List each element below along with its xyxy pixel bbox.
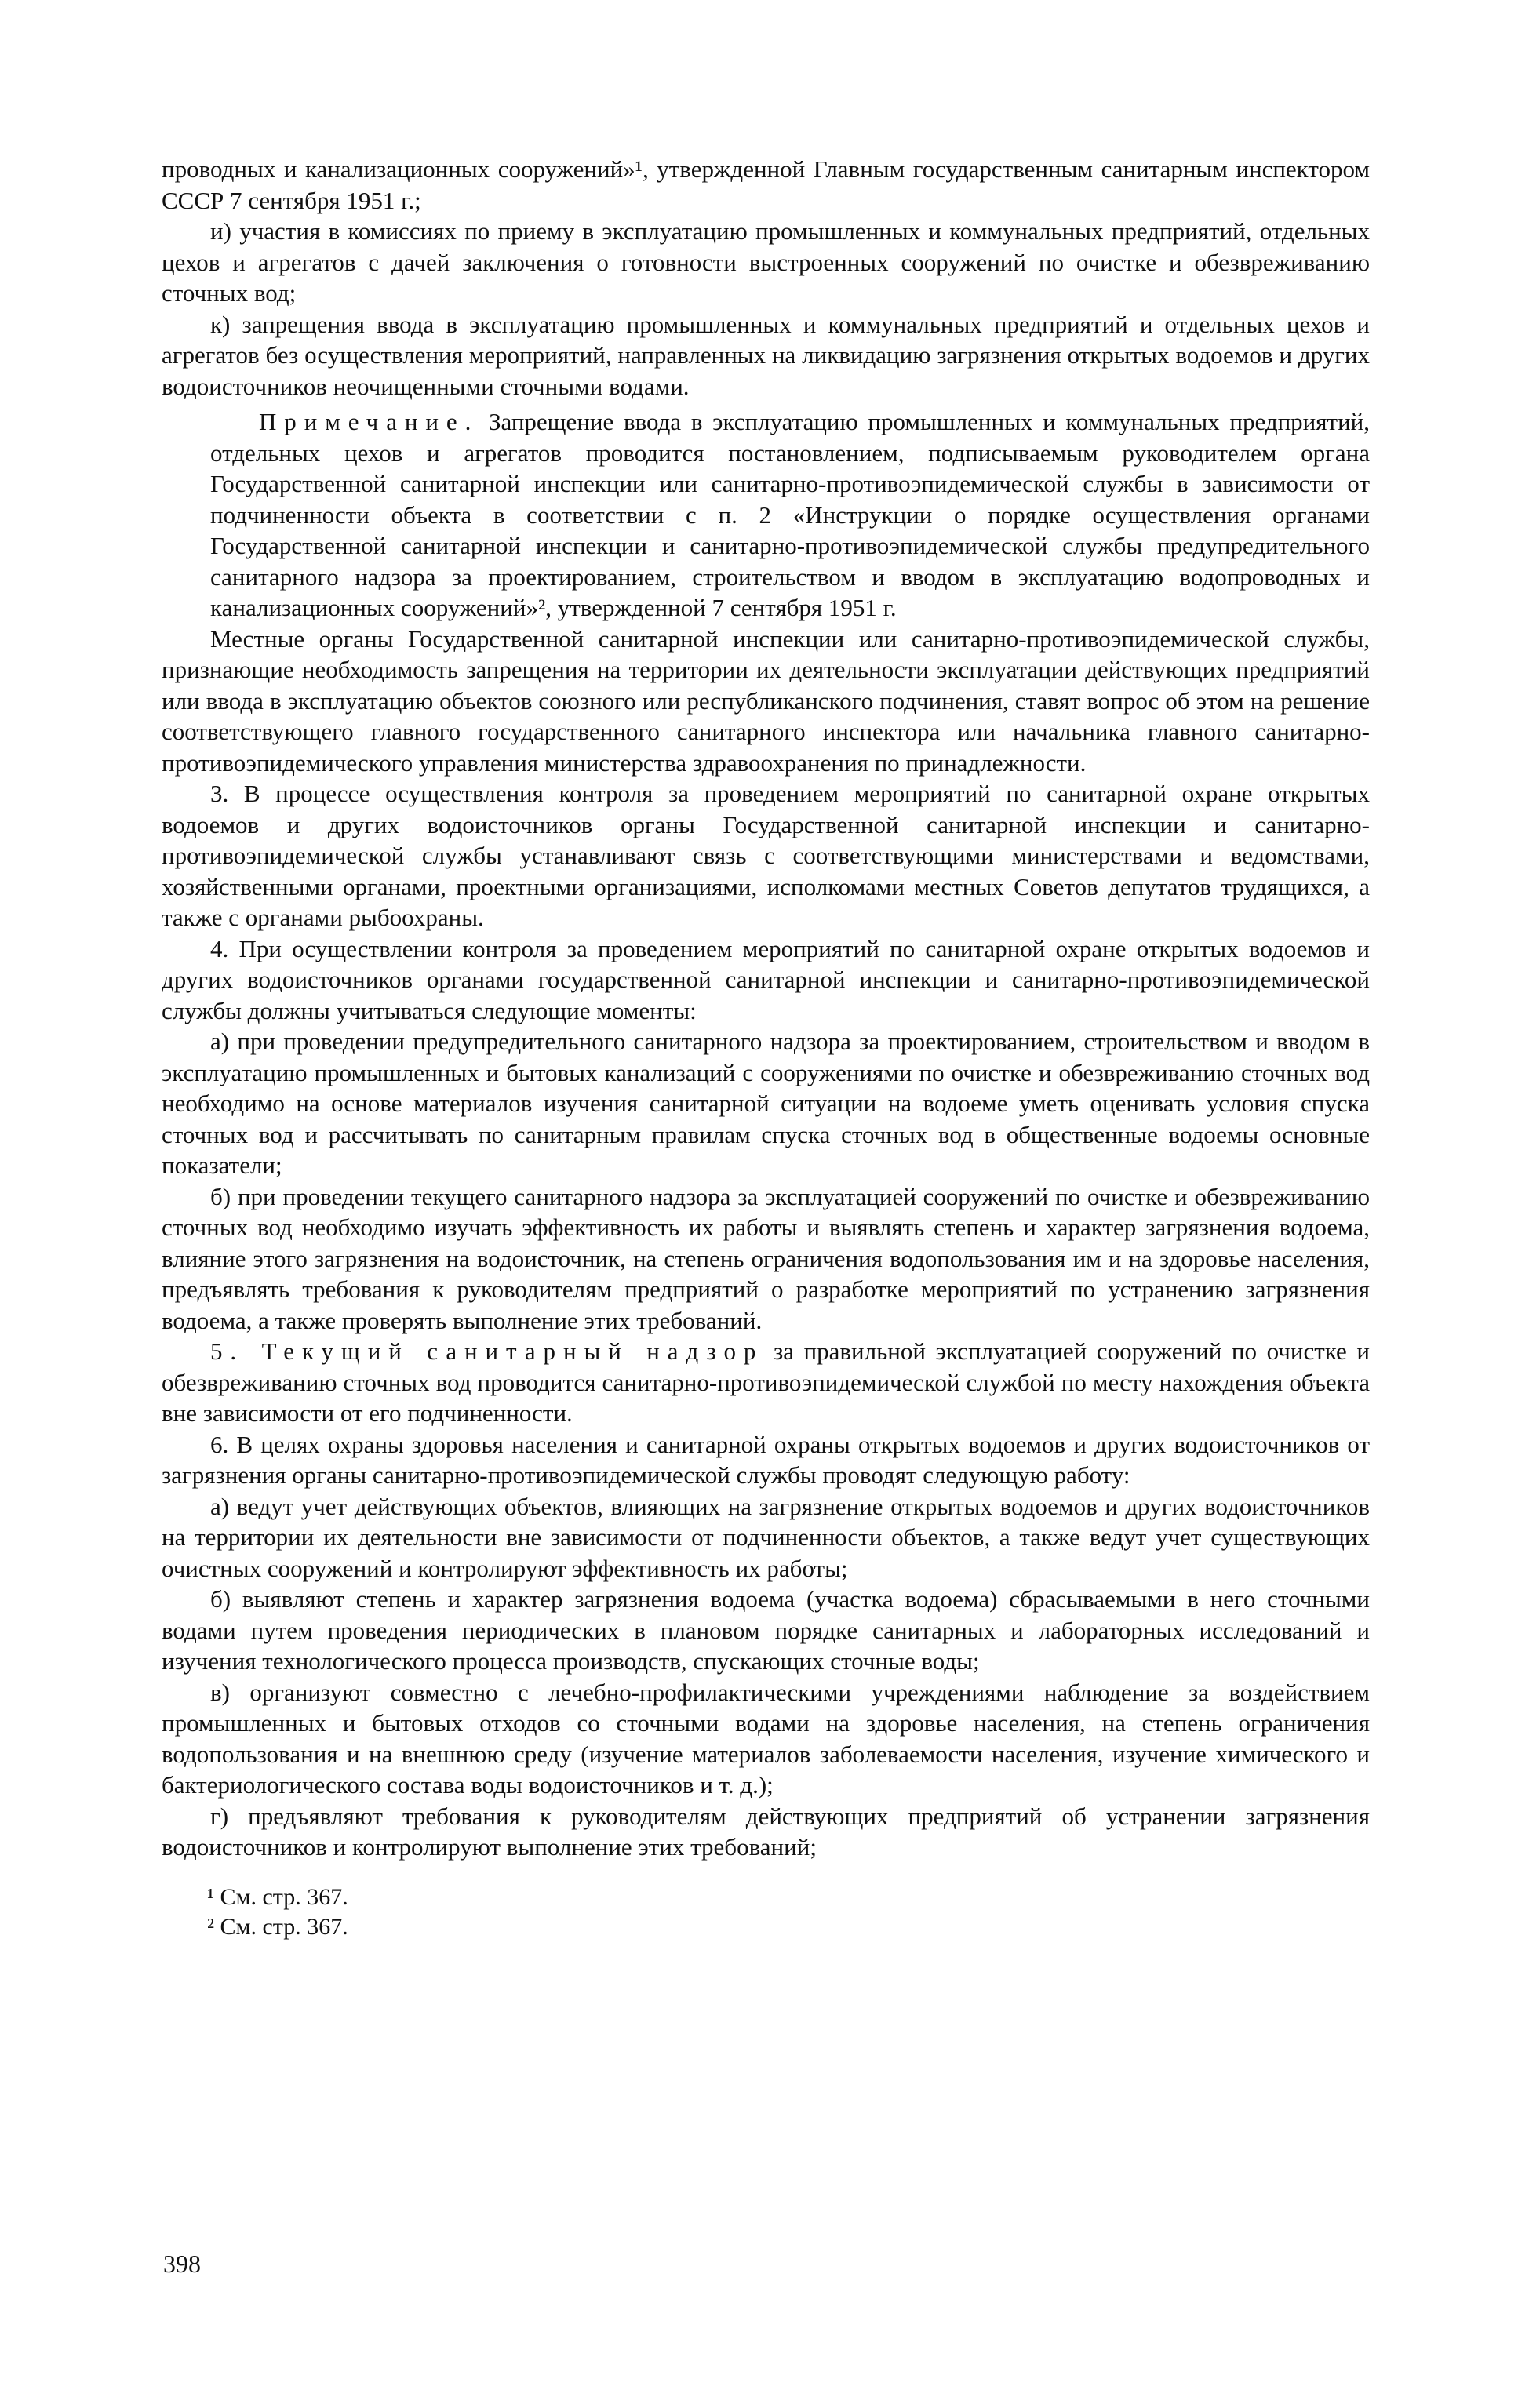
paragraph-6b: б) выявляют степень и характер загрязнения водоема (участка водоема) сбрасываемыми в него сточными водами путем проведения периодических в плановом порядке санитарных и лабораторных исследований и изучения технологического процесса производств, спускающих сточные воды;: [162, 1585, 1370, 1675]
paragraph-6g: г) предъявляют требования к руководителям действующих предприятий об устранении загрязнения водоисточников и контролируют выполнение этих требований;: [162, 1802, 1370, 1861]
paragraph-4b: б) при проведении текущего санитарного надзора за эксплуатацией сооружений по очистке и обезвреживанию сточных вод необходимо изучать эффективность их работы и выявлять степень и характер загрязнения водоема, влияние этого загрязнения на водоисточник, на степень ограничения водопользования им и на здоровье населения, предъявлять требования к руководителям предприятий о разработке мероприятий по устранению загрязнения водоема, а также проверять выполнение этих требований.: [162, 1182, 1370, 1334]
paragraph-local-organs: Местные органы Государственной санитарной инспекции или санитарно-противоэпидемической службы, признающие необходимость запрещения на территории их деятельности эксплуатации действующих предприятий или ввода в эксплуатацию объектов союзного или республиканского подчинения, ставят вопрос об этом на решение соответствующего главного государственного санитарного инспектора или начальника главного санитарно-противоэпидемического управления министерства здравоохранения по принадлежности.: [162, 624, 1370, 777]
paragraph-item-k: к) запрещения ввода в эксплуатацию промышленных и коммунальных предприятий и отдельных цехов и агрегатов без осуществления мероприятий, направленных на ликвидацию загрязнения открытых водоемов и других водоисточников неочищенными сточными водами.: [162, 310, 1370, 400]
paragraph-continuation: проводных и канализационных сооружений»¹, утвержденной Главным государственным санитарным инспектором СССР 7 сентября 1951 г.;: [162, 155, 1370, 214]
footnotes: [162, 1879, 1370, 1942]
footnote-1: ¹ См. стр. 367.: [207, 1883, 348, 1910]
paragraph-4a: а) при проведении предупредительного санитарного надзора за проектированием, строительством и вводом в эксплуатацию промышленных и бытовых канализаций с сооружениями по очистке и обезвреживанию сточных вод необходимо на основе материалов изучения санитарной ситуации на водоеме уметь оценивать условия спуска сточных вод и рассчитывать по санитарным правилам спуска сточных вод в общественные водоемы основные показатели;: [162, 1028, 1370, 1179]
paragraph-5: [162, 1336, 1370, 1429]
note-label: Примечание.: [259, 408, 479, 435]
paragraph-3: 3. В процессе осуществления контроля за проведением мероприятий по санитарной охране открытых водоемов и других водоисточников органы Государственной санитарной инспекции и санитарно-противоэпидемической службы устанавливают связь с соответствующими министерствами и ведомствами, хозяйственными органами, проектными организациями, исполкомами местных Советов депутатов трудящихся, а также с органами рыбоохраны.: [162, 780, 1370, 931]
footnote-2: ² См. стр. 367.: [207, 1913, 348, 1940]
paragraph-6a: а) ведут учет действующих объектов, влияющих на загрязнение открытых водоемов и других водоисточников на территории их деятельности вне зависимости от подчиненности объектов, а также ведут учет существующих очистных сооружений и контролируют эффективность их работы;: [162, 1492, 1370, 1582]
paragraph-4: 4. При осуществлении контроля за проведением мероприятий по санитарной охране открытых водоемов и других водоисточников органами государственной санитарной инспекции и санитарно-противоэпидемической службы должны учитываться следующие моменты:: [162, 934, 1370, 1024]
note-text: Запрещение ввода в эксплуатацию промышленных и коммунальных предприятий, отдельных цехов и агрегатов проводится постановлением, подписываемым руководителем органа Государственной санитарной инспекции или санитарно-противоэпидемической службы в зависимости от подчиненности объекта в соответствии с п. 2 «Инструкции о порядке осуществления органами Государственной санитарной инспекции и санитарно-противоэпидемической службы предупредительного санитарного надзора за проектированием, строительством и вводом в эксплуатацию водопроводных и канализационных сооружений»², утвержденной 7 сентября 1951 г.: [210, 408, 1371, 621]
paragraph-6: 6. В целях охраны здоровья населения и санитарной охраны открытых водоемов и других водоисточников от загрязнения органы санитарно-противоэпидемической службы проводят следующую работу:: [162, 1430, 1370, 1489]
paragraph-item-i: и) участия в комиссиях по приему в эксплуатацию промышленных и коммунальных предприятий, отдельных цехов и агрегатов с дачей заключения о готовности выстроенных сооружений по очистке и обезвреживанию сточных вод;: [162, 217, 1370, 307]
paragraph-5-label: 5. Текущий санитарный надзор: [210, 1337, 764, 1365]
paragraph-6v: в) организуют совместно с лечебно-профилактическими учреждениями наблюдение за воздействием промышленных и бытовых отходов со сточными водами на здоровье населения, на степень ограничения водопользования и на внешнюю среду (изучение материалов заболеваемости населения, изучение химического и бактериологического состава воды водоисточников и т. д.);: [162, 1678, 1370, 1799]
note-block: [162, 406, 1370, 624]
page-number: 398: [163, 2250, 201, 2278]
document-page: [162, 154, 1370, 1942]
paragraph-5-text: за правильной эксплуатацией сооружений по очистке и обезвреживанию сточных вод проводится санитарно-противоэпидемической службой по месту нахождения объекта вне зависимости от его подчиненности.: [162, 1337, 1371, 1427]
note-paragraph: [210, 406, 1370, 624]
